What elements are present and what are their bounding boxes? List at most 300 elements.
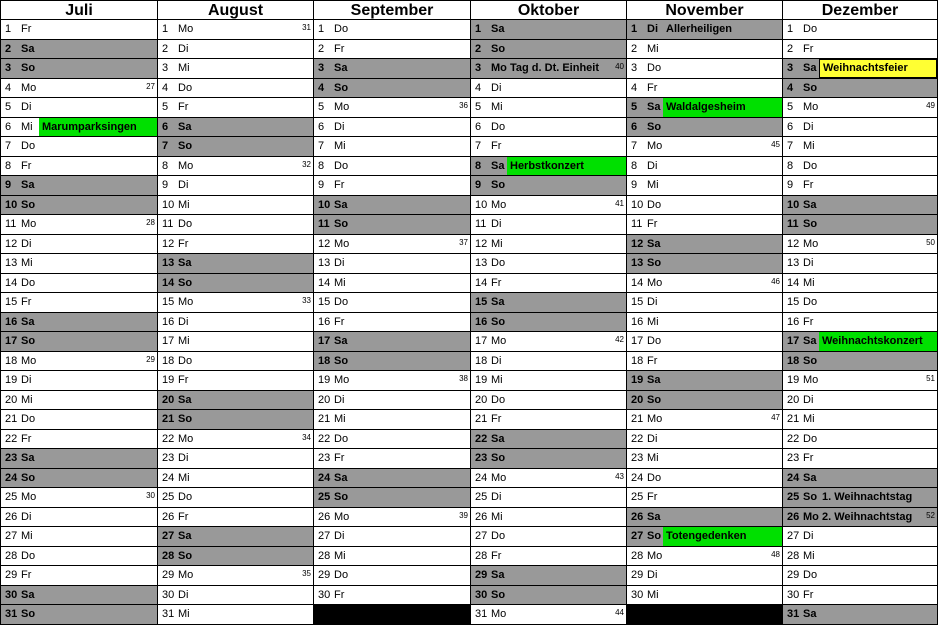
weekday-label: Mi [178,608,190,620]
day-number: 2 [162,42,169,55]
day-number: 1 [5,23,12,35]
weekday-label: Fr [491,140,502,152]
weekday-label: Fr [647,218,658,230]
weekday-label: Mo [334,510,350,523]
day-number: 19 [318,374,331,386]
weekday-label: Fr [647,491,658,503]
day-number: 20 [475,393,488,406]
weekday-label: Mi [647,452,659,464]
day-number: 25 [5,491,18,503]
weekday-label: So [647,257,662,269]
day-number: 4 [5,81,12,94]
weekday-label: So [21,335,36,347]
day-number: 19 [631,374,644,386]
week-number: 39 [459,510,468,520]
weekday-label: Do [334,432,349,445]
day-number: 1 [162,23,169,35]
weekday-label: Sa [491,23,505,35]
weekday-label: Mi [21,120,33,133]
day-cell [1,371,157,391]
day-number: 5 [787,101,794,113]
month-column-november [627,1,783,624]
day-cell [627,79,782,99]
day-number: 22 [631,432,644,445]
day-number: 21 [318,413,331,425]
weekday-label: So [803,354,818,367]
day-cell [627,488,782,508]
day-cell [1,196,157,216]
day-cell [314,488,470,508]
day-cell [1,274,157,294]
day-number: 7 [5,140,12,152]
weekday-label: Di [334,530,345,542]
day-cell [783,235,937,255]
day-number: 27 [162,530,175,542]
weekday-label: Sa [334,471,348,484]
weekday-label: Fr [334,588,345,601]
weekday-label: Do [491,120,506,133]
weekday-label: Do [21,413,36,425]
week-number: 47 [771,413,780,422]
weekday-label: Do [803,569,818,581]
day-cell [314,293,470,313]
day-number: 9 [162,179,169,191]
day-cell [471,449,626,469]
day-cell [471,59,626,79]
weekday-label: Sa [178,393,192,406]
day-cell [627,176,782,196]
week-number: 29 [146,354,155,364]
day-cell [471,352,626,372]
day-number: 28 [631,549,644,562]
day-cell [158,352,313,372]
day-number: 23 [318,452,331,464]
day-cell [314,137,470,157]
day-cell [627,586,782,606]
day-number: 26 [787,510,800,523]
day-cell [783,527,937,547]
day-number: 4 [631,81,638,94]
day-number: 13 [5,257,18,269]
day-cell [158,586,313,606]
day-number: 28 [787,549,800,562]
weekday-label: Sa [803,608,817,620]
week-number: 48 [771,549,780,559]
weekday-label: Sa [334,62,348,74]
event-label[interactable]: Totengedenken [663,527,782,546]
day-cell [783,79,937,99]
day-number: 7 [162,140,169,152]
day-number: 25 [787,491,800,503]
day-number: 22 [162,432,175,445]
month-header: September [314,1,470,20]
weekday-label: Mi [491,101,503,113]
weekday-label: Di [647,296,658,308]
day-number: 27 [475,530,488,542]
month-column-september [314,1,471,624]
day-number: 20 [162,393,175,406]
day-cell [1,508,157,528]
weekday-label: Sa [21,42,35,55]
day-cell [158,605,313,625]
day-number: 16 [631,315,644,328]
weekday-label: Sa [803,198,817,211]
day-cell [627,410,782,430]
weekday-label: Mi [803,549,815,562]
day-cell [1,293,157,313]
weekday-label: Mo [647,276,663,289]
day-number: 13 [787,257,800,269]
week-number: 35 [302,569,311,578]
day-cell [314,79,470,99]
weekday-label: Do [178,81,193,94]
day-cell [1,157,157,177]
weekday-label: Mo [491,608,507,620]
weekday-label: Sa [21,315,35,328]
day-cell [1,566,157,586]
day-number: 16 [162,315,175,328]
day-number: 26 [162,510,175,523]
day-cell [471,215,626,235]
day-number: 31 [5,608,18,620]
day-cell [314,449,470,469]
day-number: 3 [5,62,12,74]
day-number: 17 [318,335,331,347]
weekday-label: Mo [21,491,37,503]
day-number: 9 [475,179,482,191]
day-cell [627,98,782,118]
event-label[interactable]: 1. Weihnachtstag [822,491,913,503]
day-number: 28 [162,549,175,562]
weekday-label: Mo [803,237,819,250]
event-label[interactable]: Allerheiligen [666,23,733,35]
day-cell [471,196,626,216]
day-number: 30 [318,588,331,601]
day-cell [471,527,626,547]
weekday-label: Di [647,23,658,35]
day-number: 27 [787,530,800,542]
day-cell [783,430,937,450]
day-cell [314,313,470,333]
weekday-label: Mo [647,140,663,152]
day-cell [158,430,313,450]
day-cell [783,605,937,625]
weekday-label: Di [803,393,814,406]
day-number: 24 [5,471,18,484]
day-number: 4 [318,81,325,94]
day-cell [1,352,157,372]
month-header: November [627,1,782,20]
day-number: 2 [787,42,794,55]
weekday-label: So [21,608,36,620]
weekday-label: Fr [647,354,658,367]
day-number: 22 [475,432,488,445]
day-cell [1,137,157,157]
weekday-label: So [334,354,349,367]
weekday-label: Sa [491,569,505,581]
day-cell [783,566,937,586]
day-cell [314,157,470,177]
weekday-label: Sa [803,471,817,484]
day-number: 9 [631,179,638,191]
day-cell [158,371,313,391]
day-number: 2 [5,42,12,55]
weekday-label: Mo [334,374,350,386]
day-number: 26 [475,510,488,523]
day-number: 6 [162,120,169,133]
week-number: 36 [459,101,468,110]
weekday-label: Do [21,549,36,562]
week-number: 49 [926,101,935,110]
day-cell [158,254,313,274]
day-cell [314,59,470,79]
day-number: 14 [318,276,331,289]
day-cell [158,410,313,430]
day-number: 5 [475,101,482,113]
day-number: 25 [631,491,644,503]
weekday-label: Do [491,257,506,269]
week-number: 27 [146,81,155,91]
day-cell [158,391,313,411]
day-cell [314,410,470,430]
weekday-label: So [21,198,36,211]
day-number: 15 [475,296,488,308]
day-cell [314,215,470,235]
empty-day-cell [314,605,470,625]
day-cell [158,313,313,333]
weekday-label: Fr [178,374,189,386]
weekday-label: So [21,62,36,74]
day-number: 11 [5,218,17,230]
weekday-label: Do [803,296,818,308]
day-number: 23 [631,452,644,464]
weekday-label: Sa [178,257,192,269]
weekday-label: Mo [491,62,507,74]
day-cell [783,118,937,138]
day-number: 25 [318,491,331,503]
day-cell [1,430,157,450]
week-number: 51 [926,374,935,383]
weekday-label: Do [803,432,818,445]
weekday-label: Do [178,354,193,367]
day-cell [783,215,937,235]
weekday-label: Di [21,510,32,523]
day-cell [158,118,313,138]
day-number: 10 [318,198,331,211]
day-cell [471,469,626,489]
day-number: 16 [475,315,488,328]
day-cell [783,371,937,391]
event-label[interactable]: 2. Weihnachtstag [822,510,913,523]
event-label[interactable]: Waldalgesheim [663,98,782,117]
day-cell [314,254,470,274]
day-cell [783,352,937,372]
day-cell [627,508,782,528]
weekday-label: Di [491,218,502,230]
day-number: 19 [475,374,488,386]
weekday-label: So [803,491,818,503]
weekday-label: So [334,218,349,230]
day-cell [627,157,782,177]
event-label[interactable]: Marumparksingen [39,118,157,137]
day-number: 17 [787,335,800,347]
day-number: 24 [318,471,331,484]
day-cell [471,488,626,508]
weekday-label: Mo [178,159,194,172]
day-number: 5 [318,101,325,113]
day-cell [158,215,313,235]
weekday-label: Mo [491,335,507,347]
weekday-label: Do [647,335,662,347]
weekday-label: Sa [334,335,348,347]
weekday-label: Di [803,120,814,133]
day-cell [627,313,782,333]
weekday-label: Mi [647,588,659,601]
week-number: 45 [771,140,780,149]
weekday-label: So [491,315,506,328]
week-number: 40 [615,62,624,71]
weekday-label: Mo [334,237,350,250]
day-number: 16 [5,315,18,328]
day-cell [158,469,313,489]
day-cell [158,20,313,40]
month-header: Juli [1,1,157,20]
weekday-label: Fr [491,276,502,289]
weekday-label: Mi [803,140,815,152]
weekday-label: Di [178,315,189,328]
weekday-label: Sa [178,530,192,542]
day-cell [783,547,937,567]
weekday-label: So [647,393,662,406]
weekday-label: Do [803,159,818,172]
weekday-label: Mi [334,276,346,289]
weekday-label: So [491,588,506,601]
day-number: 11 [318,218,330,230]
day-cell [314,508,470,528]
weekday-label: Sa [647,101,661,113]
day-cell [158,449,313,469]
weekday-label: So [21,471,36,484]
day-number: 22 [787,432,800,445]
weekday-label: Mi [178,198,190,211]
day-number: 29 [318,569,331,581]
weekday-label: Mi [647,42,659,55]
day-cell [314,469,470,489]
day-number: 19 [162,374,175,386]
weekday-label: Fr [803,42,814,55]
day-cell [158,566,313,586]
weekday-label: Mo [21,81,37,94]
event-label[interactable]: Weihnachtskonzert [819,332,937,351]
day-number: 24 [475,471,488,484]
weekday-label: Sa [491,432,505,445]
day-number: 6 [631,120,638,133]
weekday-label: Do [647,198,662,211]
weekday-label: Mi [491,237,503,250]
day-cell [471,313,626,333]
day-cell [627,40,782,60]
day-cell [471,98,626,118]
day-number: 21 [5,413,18,425]
day-number: 11 [631,218,643,230]
day-cell [783,449,937,469]
weekday-label: Mo [178,23,194,35]
day-cell [627,137,782,157]
weekday-label: So [491,452,506,464]
day-number: 8 [162,159,169,172]
weekday-label: Do [491,530,506,542]
weekday-label: Sa [647,374,661,386]
day-number: 8 [475,159,482,172]
weekday-label: Sa [647,510,661,523]
day-cell [1,59,157,79]
weekday-label: Sa [491,296,505,308]
day-number: 6 [787,120,794,133]
weekday-label: Mo [178,296,194,308]
day-number: 17 [475,335,488,347]
day-cell [1,176,157,196]
month-column-dezember [783,1,937,624]
day-number: 25 [475,491,488,503]
week-number: 52 [926,510,935,520]
day-cell [627,430,782,450]
weekday-label: So [178,549,193,562]
week-number: 37 [459,237,468,247]
weekday-label: Fr [21,432,32,445]
day-cell [783,157,937,177]
weekday-label: Di [334,257,345,269]
weekday-label: Fr [21,569,32,581]
day-number: 12 [475,237,488,250]
day-number: 24 [162,471,175,484]
day-cell [314,274,470,294]
weekday-label: Di [21,374,32,386]
weekday-label: Fr [21,296,32,308]
day-number: 26 [631,510,644,523]
day-cell [1,79,157,99]
month-column-oktober [471,1,627,624]
event-label[interactable]: Herbstkonzert [507,157,626,176]
day-cell [783,508,937,528]
weekday-label: Fr [803,588,814,601]
day-cell [1,449,157,469]
weekday-label: Do [178,218,193,230]
event-label[interactable]: Tag d. Dt. Einheit [510,62,600,74]
day-cell [158,527,313,547]
weekday-label: Fr [803,452,814,464]
day-number: 3 [162,62,169,74]
day-number: 18 [475,354,488,367]
weekday-label: Do [334,23,349,35]
weekday-label: So [803,81,818,94]
day-number: 23 [475,452,488,464]
day-cell [471,371,626,391]
weekday-label: So [178,276,193,289]
day-number: 30 [162,588,175,601]
day-number: 17 [162,335,175,347]
day-cell [471,430,626,450]
weekday-label: Mo [803,510,819,523]
day-cell [783,332,937,352]
event-label[interactable]: Weihnachtsfeier [819,59,937,78]
weekday-label: Mi [178,471,190,484]
day-cell [471,79,626,99]
day-number: 6 [318,120,325,133]
weekday-label: Fr [334,452,345,464]
weekday-label: Di [178,588,189,601]
day-number: 5 [5,101,12,113]
day-cell [783,254,937,274]
